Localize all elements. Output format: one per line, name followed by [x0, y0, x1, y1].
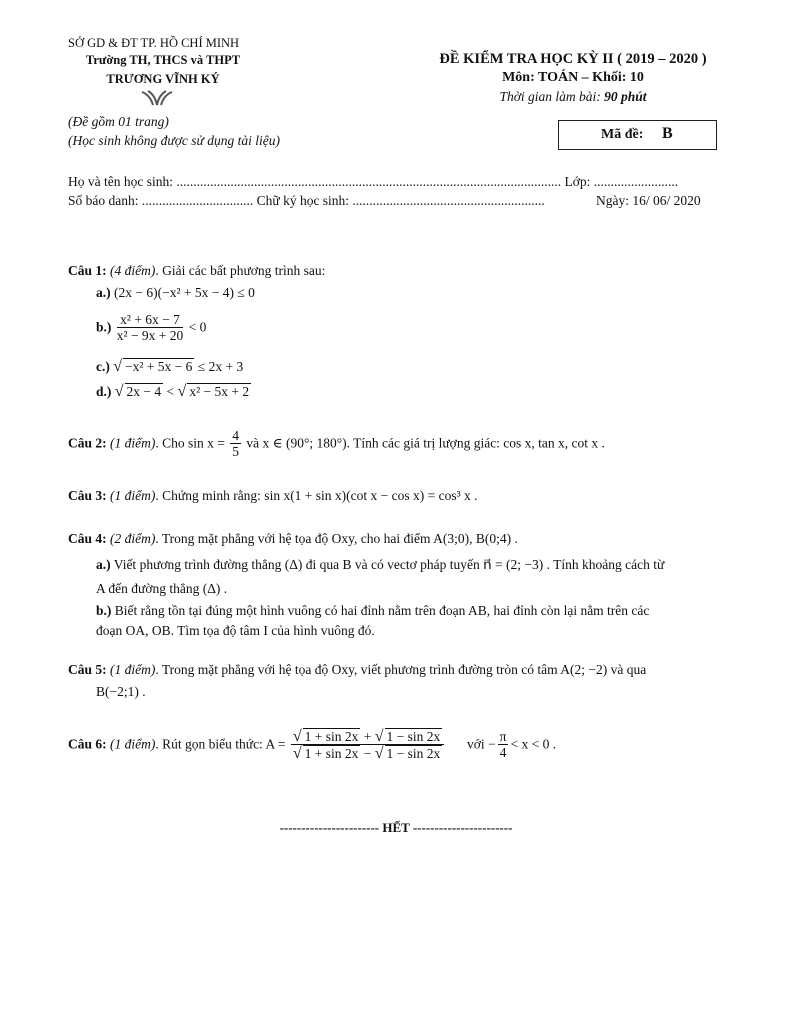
- q1-part-d: d.) √ 2x − 4 < √ x² − 5x + 2: [96, 383, 250, 400]
- no-materials-note: (Học sinh không được sử dụng tài liệu): [68, 133, 281, 148]
- question-3: Câu 3: (1 điểm). Chứng minh rằng: sin x(1 + sin x)(cot x − cos x) = cos³ x .: [68, 488, 478, 503]
- school-name-line1: Trường TH, THCS và THPT: [85, 53, 241, 67]
- q4-part-b-line1: b.) Biết rằng tồn tại đúng một hình vuông có hai đỉnh nằm trên đoạn AB, hai đỉnh còn lại nằm trên các: [96, 603, 650, 618]
- question-1: [68, 263, 325, 279]
- q1-d-radicand2: x² − 5x + 2: [189, 384, 250, 399]
- end-marker: ----------------------- HẾT -----------------------: [279, 820, 513, 835]
- exam-duration: [418, 89, 728, 105]
- time-label: Thời gian làm bài:: [499, 89, 601, 104]
- exam-code-label: Mã đề:: [601, 127, 644, 142]
- q1-part-c: c.) √ −x² + 5x − 6 ≤ 2x + 3: [96, 358, 244, 375]
- question-4: Câu 4: (2 điểm). Trong mặt phẳng với hệ tọa độ Oxy, cho hai điểm A(3;0), B(0;4) .: [68, 531, 518, 546]
- q5-line2: B(−2;1) .: [96, 684, 146, 699]
- department-name: SỞ GD & ĐT TP. HỒ CHÍ MINH: [68, 36, 240, 50]
- school-name-line2: TRƯƠNG VĨNH KÝ: [106, 72, 220, 86]
- q6-fraction: $\frac{√ 1 + \sin 2x + √ 1 - \sin 2x}{√ 1 + \sin 2x - √ 1 - \sin 2x}$: [291, 728, 444, 761]
- school-logo-icon: [140, 89, 174, 111]
- student-id-line: Số báo danh: ................................. Chữ ký học sinh: .........................................................: [68, 193, 545, 208]
- q1-points: (4 điểm): [110, 263, 156, 278]
- q1-text: . Giải các bất phương trình sau:: [155, 263, 326, 278]
- exam-subject: Môn: TOÁN – Khối: 10: [502, 70, 644, 85]
- exam-code-box: [558, 120, 717, 150]
- exam-date: Ngày: 16/ 06/ 2020: [596, 193, 701, 208]
- q1-c-radicand: −x² + 5x − 6: [125, 359, 193, 374]
- q2-fraction: $\frac{4}{5}$: [232, 428, 239, 459]
- student-name-line: Họ và tên học sinh: .................................................................................................................. Lớp: .........................: [68, 174, 679, 189]
- q4-part-b-line2: đoạn OA, OB. Tìm tọa độ tâm I của hình vuông đó.: [96, 623, 375, 638]
- question-2: Câu 2: (1 điểm). Cho sin x = $\frac{4}{5}$ và x ∈ (90°; 180°). Tính các giá trị lượng giác: cos x, tan x, cot x .: [68, 428, 605, 459]
- exam-title: ĐỀ KIỂM TRA HỌC KỲ II ( 2019 – 2020 ): [439, 51, 707, 67]
- q1-part-b: b.) $\frac{\text{x² + 6x − 7}}{\text{x² − 9x + 20}}$ < 0: [96, 312, 207, 343]
- exam-code-value: B: [662, 125, 673, 142]
- q1-label: Câu 1:: [68, 263, 107, 278]
- q4-part-a-line2: A đến đường thẳng (Δ) .: [96, 581, 228, 596]
- pages-note: (Đề gồm 01 trang): [68, 114, 169, 129]
- q1-b-fraction: $\frac{\text{x² + 6x − 7}}{\text{x² − 9x + 20}}$: [116, 312, 184, 343]
- time-value: 90 phút: [604, 89, 647, 104]
- question-5: Câu 5: (1 điểm). Trong mặt phẳng với hệ tọa độ Oxy, viết phương trình đường tròn có tâm A(2; −2) và qua: [68, 662, 647, 677]
- q1-d-radicand1: 2x − 4: [126, 384, 162, 399]
- q4-part-a-line1: a.) Viết phương trình đường thẳng (Δ) đi qua B và có vectơ pháp tuyến n⃗ = (2; −3) . Tính khoảng cách từ: [96, 557, 665, 572]
- q1-a-expression: (2x − 6)(−x² + 5x − 4) ≤ 0: [114, 285, 255, 300]
- question-6: Câu 6: (1 điểm). Rút gọn biểu thức: A = $\frac{√ 1 + \sin 2x + √ 1 - \sin 2x}{√ 1 + \sin 2x - √ 1 - \sin 2x}$ với − $\frac{\pi}{4}$ < x < 0 .: [68, 728, 557, 762]
- q1-part-a: a.) (2x − 6)(−x² + 5x − 4) ≤ 0: [96, 285, 255, 300]
- q6-condition-fraction: $\frac{\pi}{4}$: [499, 729, 507, 760]
